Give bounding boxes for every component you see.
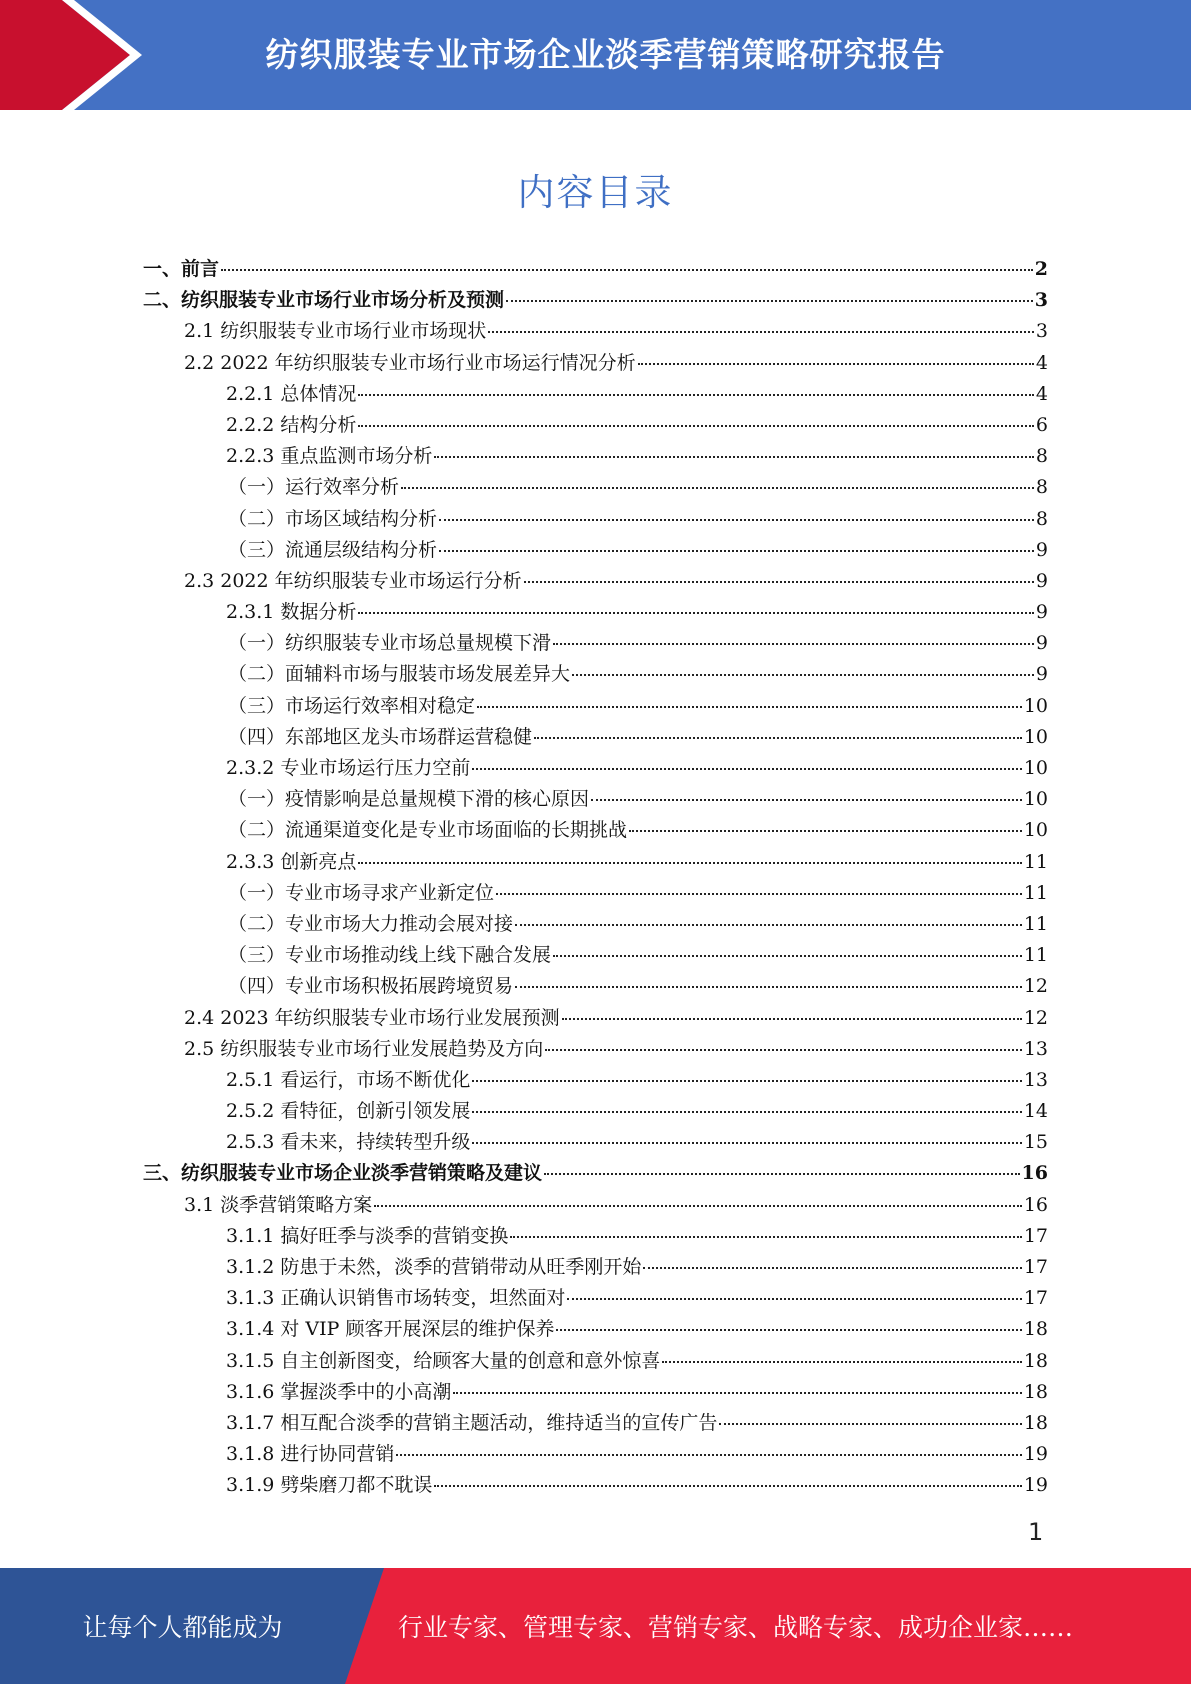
toc-entry-page: 10: [1023, 819, 1048, 842]
toc-entry-page: 17: [1023, 1287, 1048, 1310]
toc-dot-leader: [544, 1173, 1020, 1175]
toc-entry-page: 6: [1035, 413, 1048, 436]
toc-entry-page: 12: [1023, 975, 1048, 998]
toc-entry-page: 18: [1023, 1380, 1048, 1403]
toc-entry[interactable]: [143, 784, 1048, 815]
toc-entry-title: （一）疫情影响是总量规模下滑的核心原因: [228, 788, 590, 811]
toc-entry-title: 2.3.3 创新亮点: [226, 850, 357, 873]
toc-dot-leader: [472, 1142, 1021, 1144]
toc-entry[interactable]: [143, 847, 1048, 878]
toc-entry-title: 2.3 2022 年纺织服装专业市场运行分析: [184, 569, 522, 592]
toc-dot-leader: [472, 1080, 1021, 1082]
toc-entry-title: （四）专业市场积极拓展跨境贸易: [228, 975, 514, 998]
toc-entry-page: 19: [1023, 1443, 1048, 1466]
toc-entry-title: 2.5.1 看运行，市场不断优化: [226, 1068, 471, 1091]
footer-slogan-right: 行业专家、管理专家、营销专家、战略专家、成功企业家……: [398, 1613, 1074, 1642]
toc-entry-page: 18: [1023, 1318, 1048, 1341]
toc-entry[interactable]: [143, 566, 1048, 597]
toc-dot-leader: [553, 955, 1022, 957]
toc-entry-title: 2.3.1 数据分析: [226, 601, 357, 624]
toc-entry[interactable]: [143, 1314, 1048, 1345]
toc-dot-leader: [545, 1049, 1022, 1051]
toc-entry-title: （一）运行效率分析: [228, 476, 400, 499]
toc-entry[interactable]: [143, 1346, 1048, 1377]
toc-dot-leader: [396, 1454, 1021, 1456]
toc-entry[interactable]: [143, 410, 1048, 441]
toc-entry-title: 3.1.2 防患于未然，淡季的营销带动从旺季刚开始: [226, 1256, 642, 1278]
toc-dot-leader: [453, 1392, 1021, 1394]
toc-dot-leader: [358, 612, 1034, 614]
toc-entry-title: （二）市场区域结构分析: [228, 507, 438, 530]
toc-entry-page: 8: [1035, 507, 1048, 530]
toc-entry[interactable]: [143, 971, 1048, 1002]
toc-entry[interactable]: [143, 815, 1048, 846]
toc-entry-page: 8: [1035, 476, 1048, 499]
toc-entry-page: 3: [1035, 320, 1048, 343]
toc-entry-title: （二）专业市场大力推动会展对接: [228, 912, 514, 935]
toc-dot-leader: [221, 269, 1033, 271]
toc-dot-leader: [358, 862, 1021, 864]
toc-entry[interactable]: [143, 348, 1048, 379]
toc-dot-leader: [434, 1485, 1021, 1487]
toc-entry-page: 10: [1023, 788, 1048, 811]
toc-dot-leader: [638, 363, 1034, 365]
page-number: 1: [1028, 1518, 1044, 1546]
toc-dot-leader: [524, 581, 1034, 583]
toc-entry-title: 2.5 纺织服装专业市场行业发展趋势及方向: [184, 1037, 544, 1060]
toc-entry[interactable]: [143, 1065, 1048, 1096]
toc-entry[interactable]: [143, 441, 1048, 472]
toc-entry[interactable]: [143, 316, 1048, 347]
toc-dot-leader: [629, 830, 1022, 832]
toc-entry-page: 17: [1023, 1256, 1048, 1278]
toc-entry-title: 2.2.3 重点监测市场分析: [226, 445, 433, 468]
toc-entry-title: 2.4 2023 年纺织服装专业市场行业发展预测: [184, 1006, 560, 1029]
toc-entry[interactable]: [143, 878, 1048, 909]
toc-entry-page: 17: [1023, 1224, 1048, 1247]
toc-entry[interactable]: [143, 1190, 1048, 1221]
toc-entry[interactable]: [143, 1252, 1048, 1283]
toc-dot-leader: [506, 300, 1033, 302]
toc-entry-page: 15: [1023, 1131, 1048, 1154]
toc-entry-title: 2.5.2 看特征，创新引领发展: [226, 1100, 471, 1123]
report-title: 纺织服装专业市场企业淡季营销策略研究报告: [265, 34, 946, 74]
toc-entry[interactable]: [143, 1127, 1048, 1158]
toc-entry-page: 2: [1034, 258, 1048, 280]
toc-entry[interactable]: [143, 1096, 1048, 1127]
toc-entry-page: 4: [1035, 382, 1048, 405]
toc-entry-page: 9: [1035, 538, 1048, 561]
toc-entry-page: 11: [1023, 850, 1048, 873]
toc-entry-title: （二）面辅料市场与服装市场发展差异大: [228, 663, 571, 686]
toc-entry-page: 11: [1023, 944, 1048, 967]
toc-dot-leader: [662, 1361, 1021, 1363]
toc-entry-page: 16: [1023, 1193, 1048, 1216]
toc-entry-title: （三）市场运行效率相对稳定: [228, 694, 476, 717]
toc-entry-title: 3.1.7 相互配合淡季的营销主题活动，维持适当的宣传广告: [226, 1411, 718, 1434]
toc-entry[interactable]: [143, 1408, 1048, 1439]
toc-entry-title: 3.1.1 搞好旺季与淡季的营销变换: [226, 1224, 509, 1247]
toc-entry[interactable]: [143, 1221, 1048, 1252]
toc-dot-leader: [553, 643, 1034, 645]
toc-entry[interactable]: [143, 909, 1048, 940]
toc-entry-page: 13: [1023, 1037, 1048, 1060]
toc-entry[interactable]: [143, 535, 1048, 566]
toc-entry-title: 2.5.3 看未来，持续转型升级: [226, 1131, 471, 1154]
toc-entry-title: 2.2.1 总体情况: [226, 382, 357, 405]
toc-entry-title: （三）专业市场推动线上线下融合发展: [228, 944, 552, 967]
toc-entry-page: 8: [1035, 445, 1048, 468]
toc-dot-leader: [439, 519, 1034, 521]
toc-dot-leader: [439, 550, 1034, 552]
toc-entry[interactable]: [143, 691, 1048, 722]
toc-entry[interactable]: [143, 1283, 1048, 1314]
toc-dot-leader: [488, 331, 1034, 333]
toc-entry-title: 3.1.5 自主创新图变，给顾客大量的创意和意外惊喜: [226, 1349, 661, 1372]
toc-entry-title: 2.1 纺织服装专业市场行业市场现状: [184, 320, 487, 343]
toc-entry-page: 9: [1035, 663, 1048, 686]
toc-dot-leader: [401, 487, 1034, 489]
toc-entry-title: （三）流通层级结构分析: [228, 538, 438, 561]
toc-entry[interactable]: [143, 504, 1048, 535]
toc-entry-page: 10: [1023, 694, 1048, 717]
toc-entry-page: 11: [1023, 912, 1048, 935]
toc-entry-title: 2.3.2 专业市场运行压力空前: [226, 757, 471, 779]
toc-entry[interactable]: [143, 472, 1048, 503]
toc-entry-title: 2.2 2022 年纺织服装专业市场行业市场运行情况分析: [184, 351, 636, 374]
toc-dot-leader: [358, 394, 1034, 396]
toc-entry[interactable]: [143, 1470, 1048, 1501]
toc-dot-leader: [572, 674, 1034, 676]
footer-slogan-left: 让每个人都能成为: [82, 1613, 283, 1642]
toc-heading: 内容目录: [517, 171, 674, 214]
toc-entry-page: 13: [1023, 1068, 1048, 1091]
toc-dot-leader: [515, 924, 1022, 926]
toc-entry-page: 18: [1023, 1349, 1048, 1372]
toc-dot-leader: [472, 768, 1021, 770]
toc-dot-leader: [643, 1267, 1021, 1269]
toc-entry[interactable]: [143, 722, 1048, 753]
toc-dot-leader: [496, 893, 1022, 895]
toc-dot-leader: [515, 986, 1022, 988]
toc-entry-page: 4: [1035, 351, 1048, 374]
toc-entry[interactable]: [143, 285, 1048, 316]
toc-entry-title: （四）东部地区龙头市场群运营稳健: [228, 725, 533, 748]
toc-entry[interactable]: [143, 597, 1048, 628]
toc-entry-title: 3.1 淡季营销策略方案: [184, 1193, 373, 1216]
toc-entry-page: 3: [1034, 289, 1048, 312]
toc-entry-title: （一）专业市场寻求产业新定位: [228, 881, 495, 904]
toc-entry[interactable]: [143, 659, 1048, 690]
table-of-contents: [143, 254, 1048, 1502]
report-footer: [0, 1568, 1191, 1684]
toc-entry[interactable]: [143, 1377, 1048, 1408]
toc-entry-title: 3.1.3 正确认识销售市场转变，坦然面对: [226, 1287, 566, 1310]
toc-dot-leader: [556, 1329, 1021, 1331]
toc-entry-page: 19: [1023, 1474, 1048, 1497]
toc-entry-page: 9: [1035, 601, 1048, 624]
toc-entry-title: （二）流通渠道变化是专业市场面临的长期挑战: [228, 819, 628, 842]
toc-dot-leader: [434, 456, 1034, 458]
toc-dot-leader: [477, 706, 1022, 708]
toc-entry-title: 一、前言: [143, 258, 220, 280]
toc-dot-leader: [591, 799, 1022, 801]
toc-entry-title: （一）纺织服装专业市场总量规模下滑: [228, 632, 552, 655]
toc-entry-title: 3.1.4 对 VIP 顾客开展深层的维护保养: [226, 1318, 555, 1341]
toc-entry[interactable]: [143, 940, 1048, 971]
toc-dot-leader: [534, 737, 1022, 739]
toc-entry-page: 11: [1023, 881, 1048, 904]
report-header: [0, 0, 1191, 110]
toc-entry[interactable]: [143, 379, 1048, 410]
toc-entry[interactable]: [143, 1439, 1048, 1470]
toc-entry-title: 3.1.6 掌握淡季中的小高潮: [226, 1380, 452, 1403]
toc-entry-page: 12: [1023, 1006, 1048, 1029]
chevron-arrow-icon: [0, 0, 160, 110]
toc-dot-leader: [562, 1018, 1022, 1020]
toc-entry-page: 10: [1023, 757, 1048, 779]
toc-entry-title: 3.1.8 进行协同营销: [226, 1443, 395, 1466]
toc-dot-leader: [719, 1423, 1021, 1425]
toc-entry[interactable]: [143, 628, 1048, 659]
toc-entry-title: 3.1.9 劈柴磨刀都不耽误: [226, 1474, 433, 1497]
toc-dot-leader: [374, 1205, 1022, 1207]
toc-entry-title: 2.2.2 结构分析: [226, 413, 357, 436]
toc-entry-page: 18: [1023, 1411, 1048, 1434]
toc-entry-page: 14: [1023, 1100, 1048, 1123]
toc-entry[interactable]: [143, 254, 1048, 285]
toc-entry[interactable]: [143, 1158, 1048, 1189]
toc-entry-title: 二、纺织服装专业市场行业市场分析及预测: [143, 289, 505, 312]
toc-entry-page: 9: [1035, 569, 1048, 592]
toc-entry-title: 三、纺织服装专业市场企业淡季营销策略及建议: [143, 1162, 543, 1185]
toc-dot-leader: [567, 1298, 1021, 1300]
toc-entry[interactable]: [143, 1034, 1048, 1065]
toc-entry-page: 16: [1021, 1162, 1048, 1185]
toc-entry[interactable]: [143, 1003, 1048, 1034]
toc-entry-page: 10: [1023, 725, 1048, 748]
toc-dot-leader: [472, 1111, 1021, 1113]
toc-entry[interactable]: [143, 753, 1048, 784]
toc-dot-leader: [358, 425, 1034, 427]
toc-entry-page: 9: [1035, 632, 1048, 655]
toc-dot-leader: [510, 1236, 1021, 1238]
